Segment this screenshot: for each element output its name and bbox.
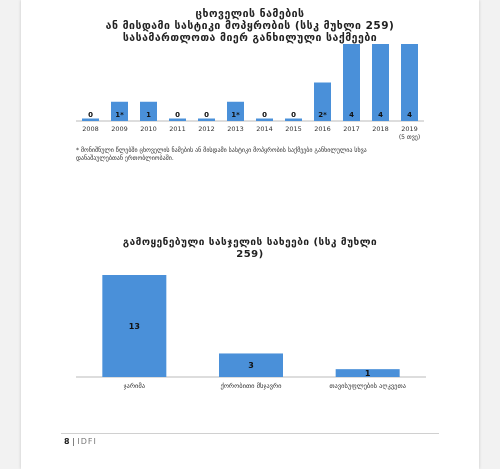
x-tick-label: ჯარიმა [123, 382, 146, 390]
chart1-footnote: * მონიშნული წლებში ცხოველის ნამების ან მისდამი სასტიკი მოპყრობის საქმეები განხილულია სხვა დანაშაულებთან ერთობლიობაში. [76, 147, 367, 162]
x-tick-label: 2013 [227, 125, 244, 133]
x-tick-label: 2008 [82, 125, 99, 133]
data-label: 0 [204, 111, 209, 119]
chart2-title-line: 259) [236, 249, 264, 260]
data-label: 1* [231, 111, 240, 119]
data-label: 4 [407, 111, 412, 119]
x-tick-label: 2010 [140, 125, 157, 133]
x-tick-label: 2011 [169, 125, 186, 133]
data-label: 0 [262, 111, 267, 119]
x-tick-sublabel: (5 თვე) [398, 134, 421, 141]
data-label: 1 [146, 111, 151, 119]
x-tick-label: 2009 [111, 125, 128, 133]
bar [343, 44, 360, 121]
data-label: 0 [175, 111, 180, 119]
x-tick-label: ქორობითი მსჯავრი [220, 382, 282, 390]
document-page [21, 0, 479, 469]
x-tick-label: 2017 [343, 125, 360, 133]
data-label: 2* [318, 111, 327, 119]
x-tick-label: 2019 [401, 125, 418, 133]
chart1-title-line: სასამართლოთა მიერ განხილული საქმეები [122, 32, 378, 44]
cases-by-year-bar-chart [21, 0, 479, 150]
x-tick-label: 2014 [256, 125, 273, 133]
data-label: 13 [128, 322, 140, 331]
x-tick-label: 2015 [285, 125, 302, 133]
x-tick-label: 2012 [198, 125, 215, 133]
page-number: 8 [64, 437, 70, 446]
footer-separator: | [72, 437, 75, 446]
data-label: 1 [364, 369, 371, 379]
chart1-title-line: ან მისდამი სასტიკი მოპყრობის (სსკ მუხლი 259) [105, 20, 395, 32]
data-label: 0 [291, 111, 296, 119]
penalty-types-bar-chart [21, 260, 479, 400]
bar [401, 44, 418, 121]
page-footer [64, 437, 97, 446]
footer-divider [61, 433, 439, 434]
brand-name: IDFI [77, 437, 97, 446]
x-tick-label: თავისუფლების აღკვეთა [329, 382, 406, 390]
chart1-title-line: ცხოველის ნამების [195, 8, 305, 20]
chart2-title-line: გამოყენებული სასჯელის სახეები (სსკ მუხლი [122, 237, 378, 248]
data-label: 0 [88, 111, 93, 119]
bar [372, 44, 389, 121]
data-label: 4 [378, 111, 383, 119]
x-tick-label: 2016 [314, 125, 331, 133]
data-label: 4 [349, 111, 354, 119]
data-label: 3 [248, 361, 254, 371]
chart2-title [21, 237, 479, 261]
x-tick-label: 2018 [372, 125, 389, 133]
data-label: 1* [115, 111, 124, 119]
